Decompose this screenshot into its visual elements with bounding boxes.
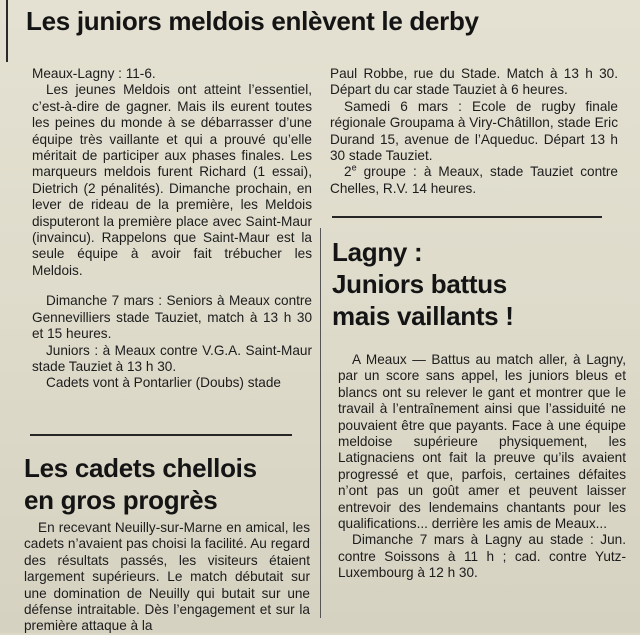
ordinal-suffix: e xyxy=(351,162,357,173)
schedule-line: Samedi 6 mars : Ecole de rugby finale régionale Groupama à Viry-Châtillon, stade Eric Durand 15, avenue de l’Aqueduc. Départ 13 h 30 stade Tauziet. xyxy=(330,98,618,164)
headline-lagny xyxy=(332,236,514,332)
section-divider xyxy=(332,216,602,218)
group-text: groupe : à Meaux, stade Tauziet contre Chelles, R.V. 14 heures. xyxy=(330,164,618,196)
headline-line: Lagny : xyxy=(332,237,423,267)
column-rule xyxy=(6,0,8,62)
column-rule xyxy=(320,228,321,618)
headline-line: mais vaillants ! xyxy=(332,301,514,331)
schedule-line: Cadets vont à Pontarlier (Doubs) stade xyxy=(46,375,281,391)
headline-chelles xyxy=(24,452,257,516)
article-chelles-body xyxy=(24,520,310,635)
schedule-line: Juniors : à Meaux contre V.G.A. Saint-Maur stade Tauziet à 13 h 30. xyxy=(32,342,312,374)
article-meaux-body xyxy=(32,66,312,392)
schedule-line xyxy=(330,164,618,197)
article-paragraph: Les jeunes Meldois ont atteint l’essentiel, c’est-à-dire de gagner. Mais ils eurent toutes les peines du monde à se débarrasser d’une équipe très vaillante et qui a prouvé qu’elle méritait de participer aux phases finales. Les marqueurs meldois furent Richard (1 essai), Dietrich (2 pénalités). Dimanche prochain, en lever de rideau de la première, les Meldois disputeront la première place avec Saint-Maur (invaincu). Rappelons que Saint-Maur est la seule équipe à avoir fait trébucher les Meldois. xyxy=(32,82,312,278)
score-line: Meaux-Lagny : 11-6. xyxy=(32,66,156,81)
headline-line: en gros progrès xyxy=(24,485,218,515)
article-lagny-body xyxy=(338,352,626,582)
headline-line: Juniors battus xyxy=(332,269,507,299)
article-paragraph: En recevant Neuilly-sur-Marne en amical, les cadets n’avaient pas choisi la facilité. Au regard des résultats passés, les visiteurs étaient largement supérieurs. Le match débutait sur une domination de Neuilly qui butait sur une défense intraitable. Dès l’engagement et sur la première attaque à la xyxy=(24,520,310,634)
section-divider xyxy=(30,434,292,436)
article-paragraph: A Meaux — Battus au match aller, à Lagny, par un score sans appel, les juniors bleus et blancs ont su relever le gant et montrer que le travail à l’entraînement ainsi que l’assiduité ne pouvaient être que payants. Face à une équipe meldoise supérieure physiquement, les Latignaciens ont fait la preuve qu’ils avaient progressé et que, parfois, certaines défaites n’ont pas un goût amer et peuvent laisser entrevoir des lendemains chantants pour les qualifications... derrière les amis de Meaux... xyxy=(338,352,626,532)
article-meaux-continued xyxy=(330,66,618,197)
schedule-line: Dimanche 7 mars à Lagny au stade : Jun. contre Soissons à 11 h ; cad. contre Yutz-Luxembourg à 12 h 30. xyxy=(338,532,626,581)
schedule-line: Paul Robbe, rue du Stade. Match à 13 h 30. Départ du car stade Tauziet à 6 heures. xyxy=(330,66,618,98)
headline-meaux: Les juniors meldois enlèvent le derby xyxy=(26,6,479,36)
headline-line: Les cadets chellois xyxy=(24,453,257,483)
group-number: 2 xyxy=(344,164,352,180)
schedule-line: Dimanche 7 mars : Seniors à Meaux contre Gennevilliers stade Tauziet, match à 13 h 30 et 15 heures. xyxy=(32,293,312,342)
